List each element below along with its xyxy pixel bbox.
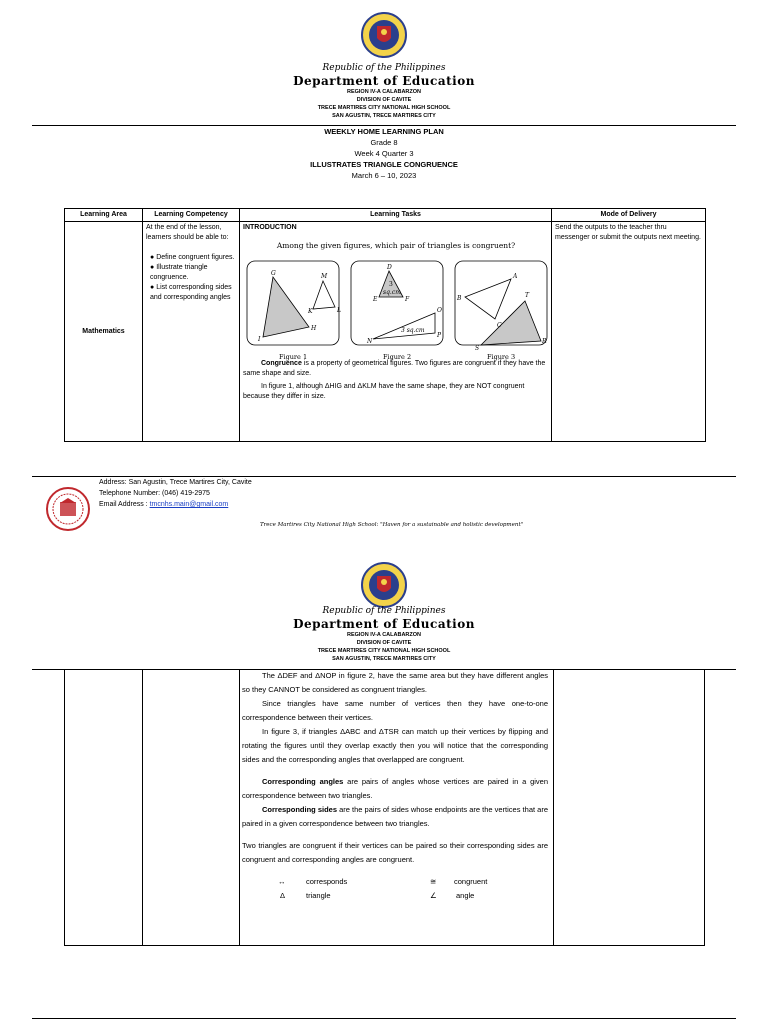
triangle-hig xyxy=(263,277,309,337)
header-line: REGION IV-A CALABARZON xyxy=(346,89,422,95)
congruent-definition: Two triangles are congruent if their vertices can be paired so their corresponding sides are congruent and corresponding angles are congruent. xyxy=(242,841,548,864)
header-learning-area: Learning Area xyxy=(65,209,143,222)
label-r: R xyxy=(542,338,547,345)
plan-topic: ILLUSTRATES TRIANGLE CONGRUENCE xyxy=(310,160,458,169)
label-t: T xyxy=(525,292,530,299)
competency-intro: At the end of the lesson, learners should be able to: xyxy=(146,224,229,241)
triangle-klm xyxy=(313,281,335,309)
list-item: ● Illustrate triangle congruence. xyxy=(150,264,208,281)
triangle-icon: Δ xyxy=(280,891,286,900)
header-learning-competency: Learning Competency xyxy=(143,209,240,222)
figure-caption: Figure 2 xyxy=(383,353,412,361)
plan-week: Week 4 Quarter 3 xyxy=(354,149,414,158)
header-line: TRECE MARTIRES CITY NATIONAL HIGH SCHOOL xyxy=(317,648,451,654)
republic-heading: Republic of the Philippines xyxy=(322,63,446,73)
header-line: REGION IV-A CALABARZON xyxy=(346,632,422,638)
department-heading: Department of Education xyxy=(293,617,475,631)
label-m: M xyxy=(321,273,328,280)
department-heading: Department of Education xyxy=(293,74,475,88)
figure-3-paragraph: In figure 3, if triangles ΔABC and ΔTSR can match up their vertices by flipping and rotating the figures until they overlap exactly then you will notice that the corresponding sides and the corresponding angles that overlapped are congruent. xyxy=(242,727,548,764)
deped-seal-icon xyxy=(361,12,407,58)
label-c: C xyxy=(497,322,502,329)
label-f: F xyxy=(405,296,410,303)
label-h: H xyxy=(311,325,317,332)
header-line: DIVISION OF CAVITE xyxy=(356,97,412,103)
plan-title: WEEKLY HOME LEARNING PLAN xyxy=(324,127,444,136)
label-area-unit: sq.cm xyxy=(383,289,401,296)
triangle-nop xyxy=(373,313,435,339)
school-logo-icon xyxy=(46,487,90,531)
congruent-icon: ≅ xyxy=(430,877,437,886)
symbol-label: triangle xyxy=(306,891,331,900)
vertex-paragraph: Since triangles have same number of vertices then they have one-to-one correspondence between their vertices. xyxy=(242,699,548,722)
label-k: K xyxy=(308,308,313,315)
footer-address: Address: San Agustin, Trece Martires City, Cavite xyxy=(99,479,252,486)
footer-telephone: Telephone Number: (046) 419-2975 xyxy=(99,490,210,497)
label-p: P xyxy=(437,332,442,339)
label-a: A xyxy=(513,273,518,280)
divider xyxy=(32,476,736,477)
label-s: S xyxy=(475,345,480,352)
header-line: DIVISION OF CAVITE xyxy=(356,640,412,646)
symbol-legend xyxy=(242,875,548,903)
footer-email-row: Email Address : tmcnhs.main@gmail.com xyxy=(99,501,229,508)
congruence-paragraph: Congruence is a property of geometrical figures. Two figures are congruent if they have the same shape and size. xyxy=(243,360,546,377)
delivery-text: Send the outputs to the teacher thru messenger or submit the outputs next meeting. xyxy=(555,224,701,241)
deped-seal-icon xyxy=(361,562,407,608)
figure-caption: Figure 3 xyxy=(487,353,516,361)
corresponds-icon: ↔ xyxy=(278,877,286,886)
tasks-cell xyxy=(240,222,552,442)
label-l: L xyxy=(337,307,341,314)
label-n: N xyxy=(367,338,373,345)
label-b: B xyxy=(457,295,462,302)
email-link[interactable]: tmcnhs.main@gmail.com xyxy=(149,501,229,508)
triangle-abc xyxy=(465,279,511,319)
angle-icon: ∠ xyxy=(430,891,437,900)
figure-2-paragraph: The ΔDEF and ΔNOP in figure 2, have the same area but they have different angles so they CANNOT be considered as congruent triangles. xyxy=(242,671,548,694)
label-d: D xyxy=(387,264,392,271)
header-line: TRECE MARTIRES CITY NATIONAL HIGH SCHOOL xyxy=(317,105,451,111)
label-area-value: 3 xyxy=(389,281,393,288)
learning-area: Mathematics xyxy=(82,327,125,335)
label-e: E xyxy=(373,296,378,303)
symbol-label: congruent xyxy=(454,877,488,886)
header-mode-of-delivery: Mode of Delivery xyxy=(552,209,706,222)
header-learning-tasks: Learning Tasks xyxy=(240,209,552,222)
school-tagline: Trece Martires City National High School: "Haven for a sustainable and holistic development" xyxy=(260,522,524,528)
label-area-2: 3 sq.cm xyxy=(401,327,425,334)
task-heading: INTRODUCTION xyxy=(243,224,297,231)
plan-grade: Grade 8 xyxy=(370,138,398,147)
label-g: G xyxy=(271,270,276,277)
republic-heading: Republic of the Philippines xyxy=(322,606,446,616)
question-text: Among the given figures, which pair of triangles is congruent? xyxy=(276,241,516,250)
divider xyxy=(32,1018,736,1019)
triangle-figures xyxy=(243,233,548,359)
list-item: ● List corresponding sides and corresponding angles xyxy=(150,284,232,301)
figure-1-paragraph: In figure 1, although ΔHIG and ΔKLM have the same shape, they are NOT congruent because they differ in size. xyxy=(243,383,525,400)
list-item: ● Define congruent figures. xyxy=(150,254,235,261)
corresponding-angles-paragraph: Corresponding angles are pairs of angles whose vertices are paired in a given correspondence between two triangles. xyxy=(242,777,548,800)
header-line: SAN AGUSTIN, TRECE MARTIRES CITY xyxy=(332,656,436,662)
tasks-continued xyxy=(242,669,548,903)
symbol-label: corresponds xyxy=(306,877,348,886)
figure-panels xyxy=(243,257,549,369)
plan-date: March 6 – 10, 2023 xyxy=(351,171,417,180)
learning-area-cell xyxy=(65,222,143,442)
header-line: SAN AGUSTIN, TRECE MARTIRES CITY xyxy=(332,113,436,119)
label-i: I xyxy=(258,336,261,343)
competency-list xyxy=(146,253,236,303)
continued-table xyxy=(64,669,705,946)
corresponding-sides-paragraph: Corresponding sides are the pairs of sides whose endpoints are the vertices that are paired in a given correspondence between two triangles. xyxy=(242,805,548,828)
competency-cell xyxy=(143,222,240,442)
delivery-cell xyxy=(552,222,706,442)
symbol-label: angle xyxy=(456,891,475,900)
learning-plan-table xyxy=(64,208,706,442)
figure-caption: Figure 1 xyxy=(279,353,308,361)
label-o: O xyxy=(437,307,442,314)
